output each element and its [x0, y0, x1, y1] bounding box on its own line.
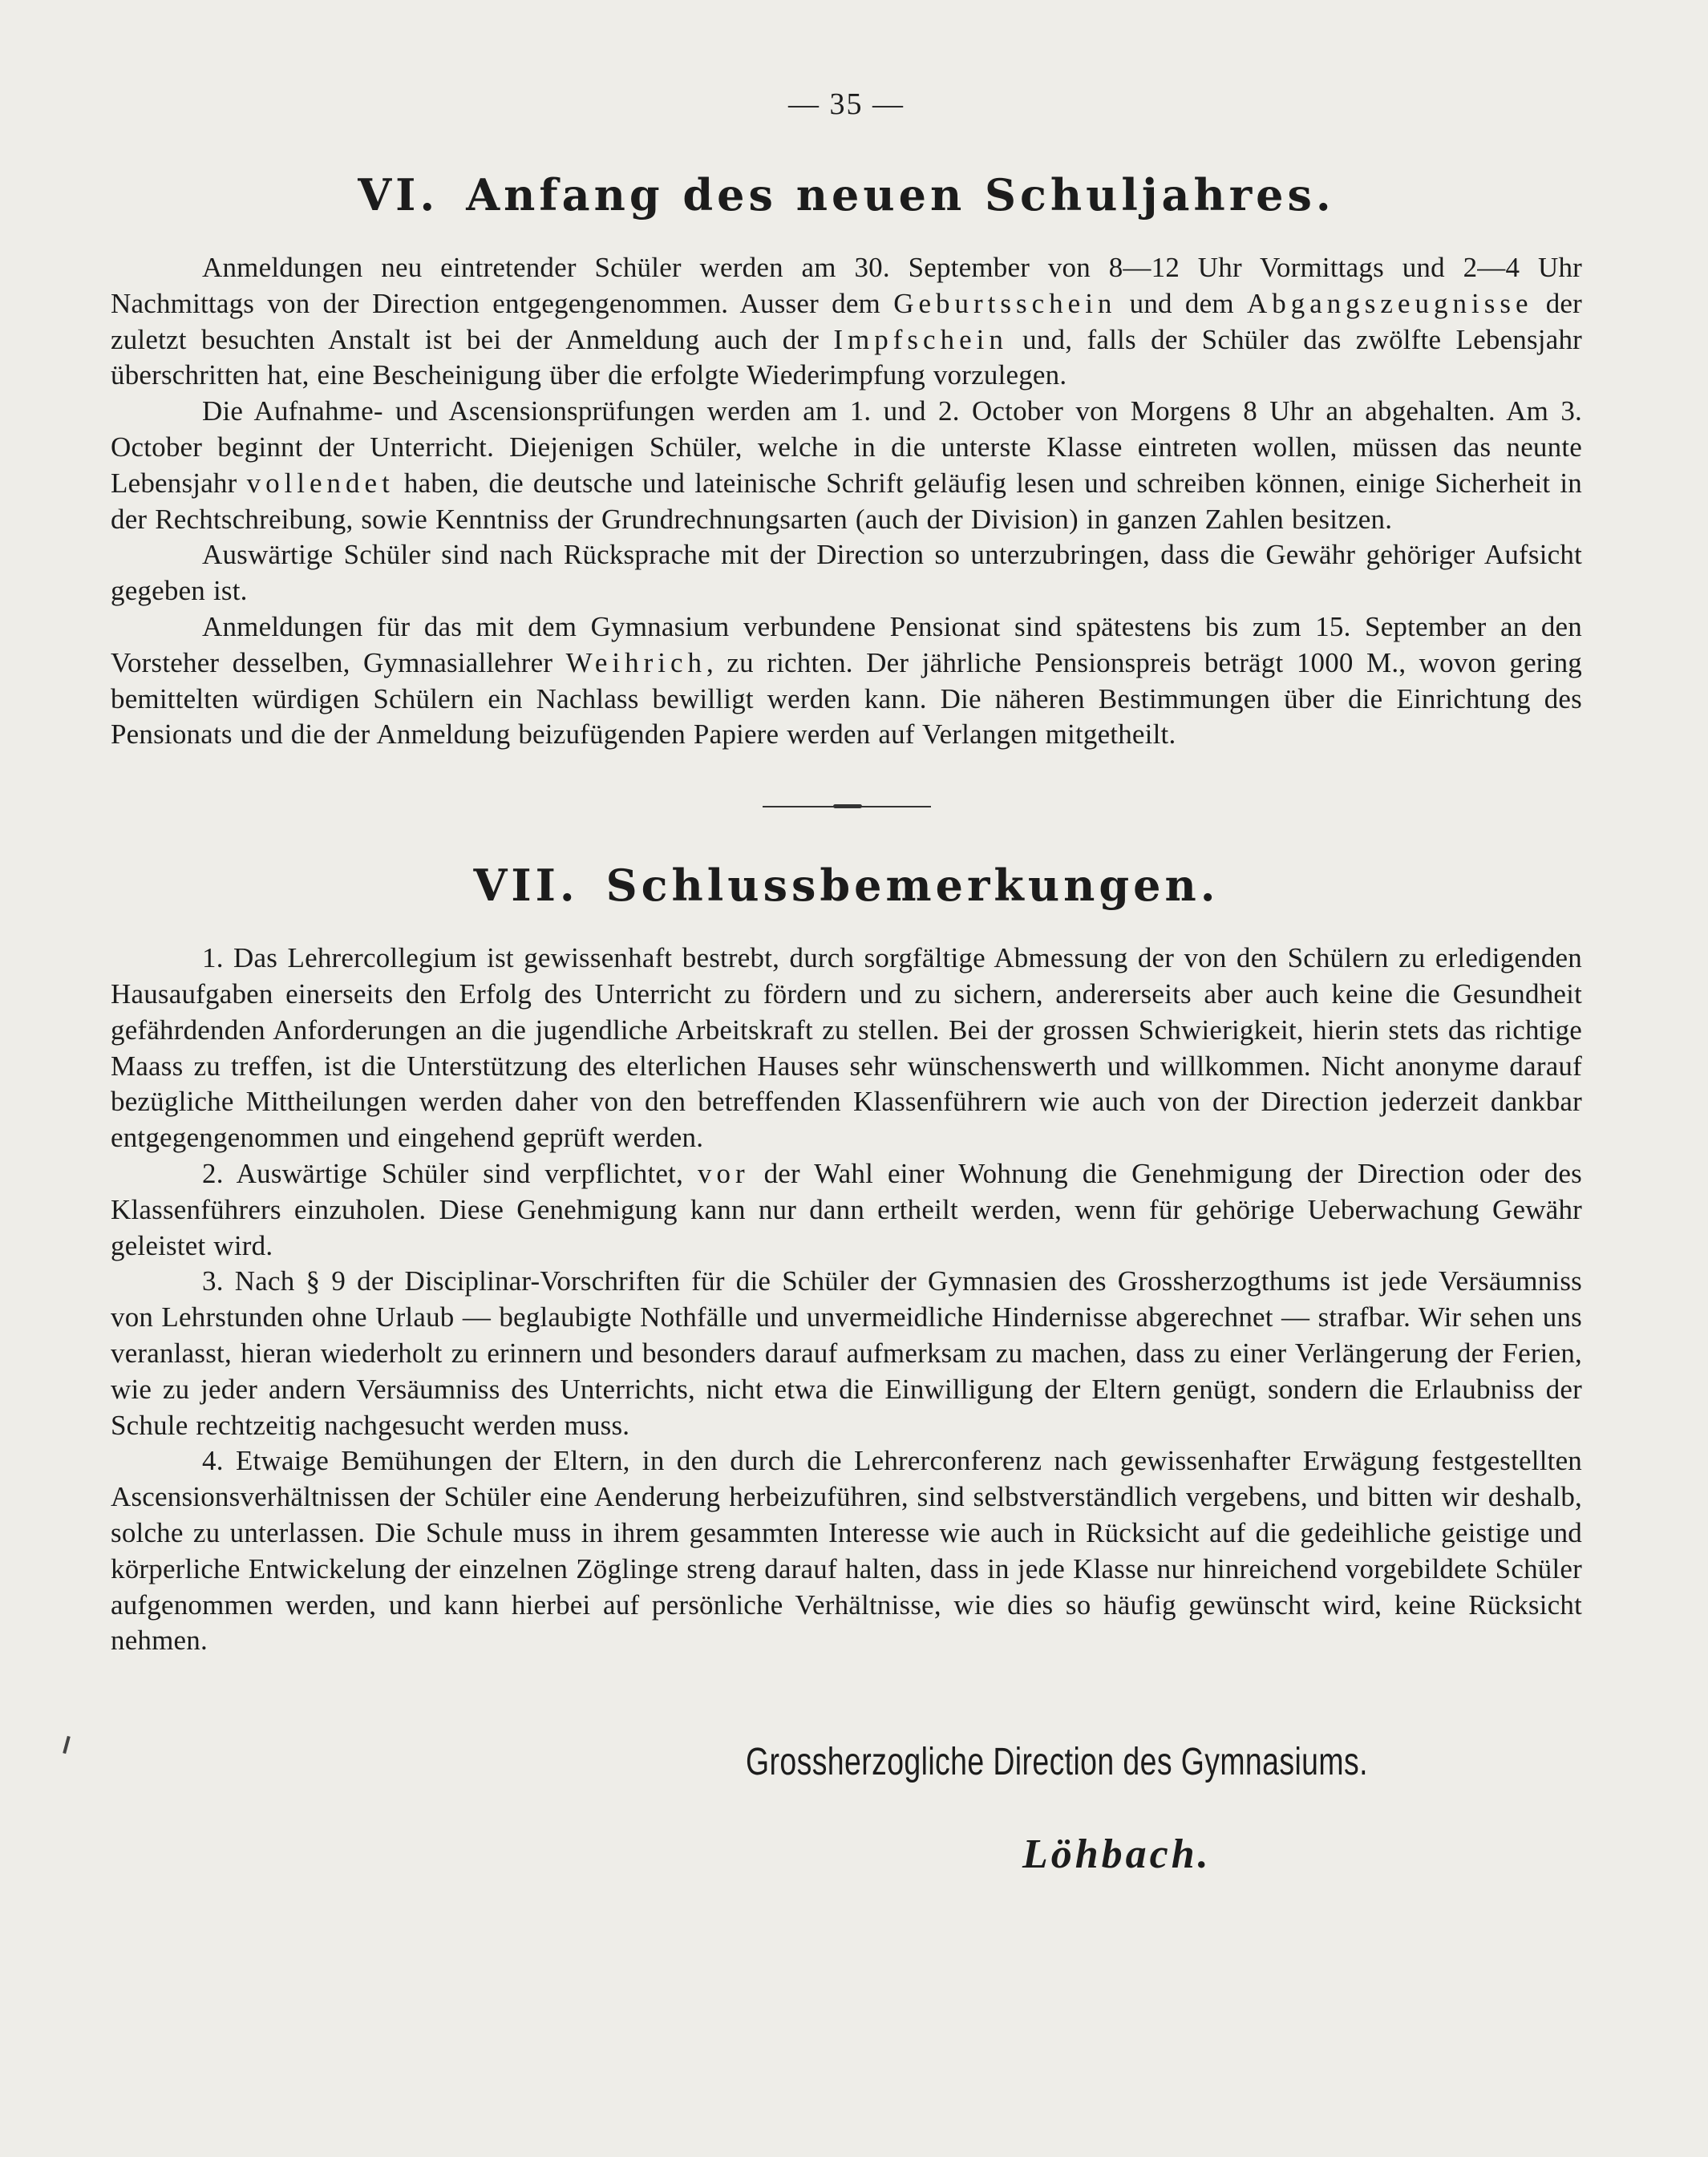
emphasis: Impfschein: [833, 323, 1008, 355]
emphasis: Abgangszeugnisse: [1246, 287, 1533, 319]
emphasis: Geburtsschein: [893, 287, 1117, 319]
paragraph: Die Aufnahme- und Ascensionsprüfungen werden am 1. und 2. October von Morgens 8 Uhr an abgehalten. Am 3. October beginnt der Unterricht. Diejenigen Schüler, welche in die unterste Klasse eintreten wollen, müssen das neunte Lebensjahr vollendet haben, die deutsche und lateinische Schrift geläufig lesen und schreiben können, einige Sicherheit in der Rechtschreibung, sowie Kenntniss der Grundrechnungsarten (auch der Division) in ganzen Zahlen besitzen.: [111, 395, 1582, 535]
signature-block: [746, 1740, 1508, 1878]
section-vii-title: Schlussbemerkungen.: [605, 860, 1220, 912]
paragraph: Anmeldungen neu eintretender Schüler werden am 30. September von 8—12 Uhr Vormittags und 2—4 Uhr Nachmittags von der Direction entgegengenommen. Ausser dem Geburtsschein und dem Abgangszeugnisse der zuletzt besuchten Anstalt ist bei der Anmeldung auch der Impfschein und, falls der Schüler das zwölfte Lebensjahr überschritten hat, eine Bescheinigung über die erfolgte Wiederimpfung vorzulegen.: [111, 252, 1583, 391]
section-vi-body: [111, 250, 1582, 753]
page-number: — 35 —: [788, 87, 905, 121]
numbered-paragraph: 2. Auswärtige Schüler sind verpflichtet, vor der Wahl einer Wohnung die Genehmigung der Direction oder des Klassenführers einzuholen. Diese Genehmigung kann nur dann ertheilt werden, wenn für gehörige Ueberwachung Gewähr geleistet wird.: [111, 1157, 1582, 1261]
paragraph: Auswärtige Schüler sind nach Rücksprache mit der Direction so unterzubringen, dass die Gewähr gehöriger Aufsicht gegeben ist.: [111, 539, 1582, 607]
section-vii-body: [111, 941, 1582, 1659]
section-vii-heading: [111, 860, 1582, 912]
section-vii-numeral: VII.: [473, 860, 579, 912]
numbered-paragraph: 3. Nach § 9 der Disciplinar-Vorschriften für die Schüler der Gymnasien des Grossherzogthums ist jede Versäumniss von Lehrstunden ohne Urlaub — beglaubigte Nothfälle und unvermeidliche Hindernisse abgerechnet — strafbar. Wir sehen uns veranlasst, hieran wiederholt zu erinnern und besonders darauf aufmerksam zu machen, dass zu einer Verlängerung der Ferien, wie zu jeder andern Versäumniss des Unterrichts, nicht etwa die Einwilligung der Eltern genügt, sondern die Erlaubniss der Schule rechtzeitig nachgesucht werden muss.: [111, 1265, 1582, 1441]
numbered-paragraph: 1. Das Lehrercollegium ist gewissenhaft bestrebt, durch sorgfältige Abmessung der von den Schülern zu erledigenden Hausaufgaben einerseits den Erfolg des Unterricht zu fördern und zu sichern, andererseits aber auch keine die Gesundheit gefährdenden Anforderungen an die jugendliche Arbeitskraft zu stellen. Bei der grossen Schwierigkeit, hierin stets das richtige Maass zu treffen, ist die Unterstützung des elterlichen Hauses sehr wünschenswerth und willkommen. Nicht anonyme darauf bezügliche Mittheilungen werden daher von den betreffenden Klassenführern wie auch von der Direction jederzeit dankbar entgegengenommen und eingehend geprüft werden.: [111, 942, 1582, 1154]
signature: Löhbach.: [1022, 1831, 1212, 1877]
emphasis: Weihrich: [565, 646, 707, 678]
section-vi-numeral: VI.: [358, 169, 439, 221]
section-divider: [763, 806, 931, 807]
issuing-authority: Grossherzogliche Direction des Gymnasiums.: [746, 1741, 1368, 1783]
numbered-paragraph: 4. Etwaige Bemühungen der Eltern, in den durch die Lehrerconferenz nach gewissenhafter Erwägung festgestellten Ascensionsverhältnissen der Schüler eine Aenderung herbeizuführen, sind selbstverständlich vergebens, und bitten wir deshalb, solche zu unterlassen. Die Schule muss in ihrem gesammten Interesse wie auch in Rücksicht auf die gedeihliche geistige und körperliche Entwickelung der einzelnen Zöglinge streng darauf halten, dass in jede Klasse nur hinreichend vorgebildete Schüler aufgenommen werden, und kann hierbei auf persönliche Verhältnisse, wie dies so häufig gewünscht wird, keine Rücksicht nehmen.: [111, 1445, 1582, 1657]
ink-speck: [63, 1736, 71, 1754]
emphasis: vor: [697, 1157, 750, 1189]
emphasis: vollendet: [246, 467, 395, 499]
section-vi-heading: [111, 169, 1582, 221]
paragraph: Anmeldungen für das mit dem Gymnasium verbundene Pensionat sind spätestens bis zum 15. September an den Vorsteher desselben, Gymnasiallehrer Weihrich, zu richten. Der jährliche Pensionspreis beträgt 1000 M., wovon gering bemittelten würdigen Schülern ein Nachlass bewilligt werden kann. Die näheren Bestimmungen über die Einrichtung des Pensionats und die der Anmeldung beizufügenden Papiere werden auf Verlangen mitgetheilt.: [111, 610, 1582, 751]
section-vi-title: Anfang des neuen Schuljahres.: [466, 169, 1335, 221]
